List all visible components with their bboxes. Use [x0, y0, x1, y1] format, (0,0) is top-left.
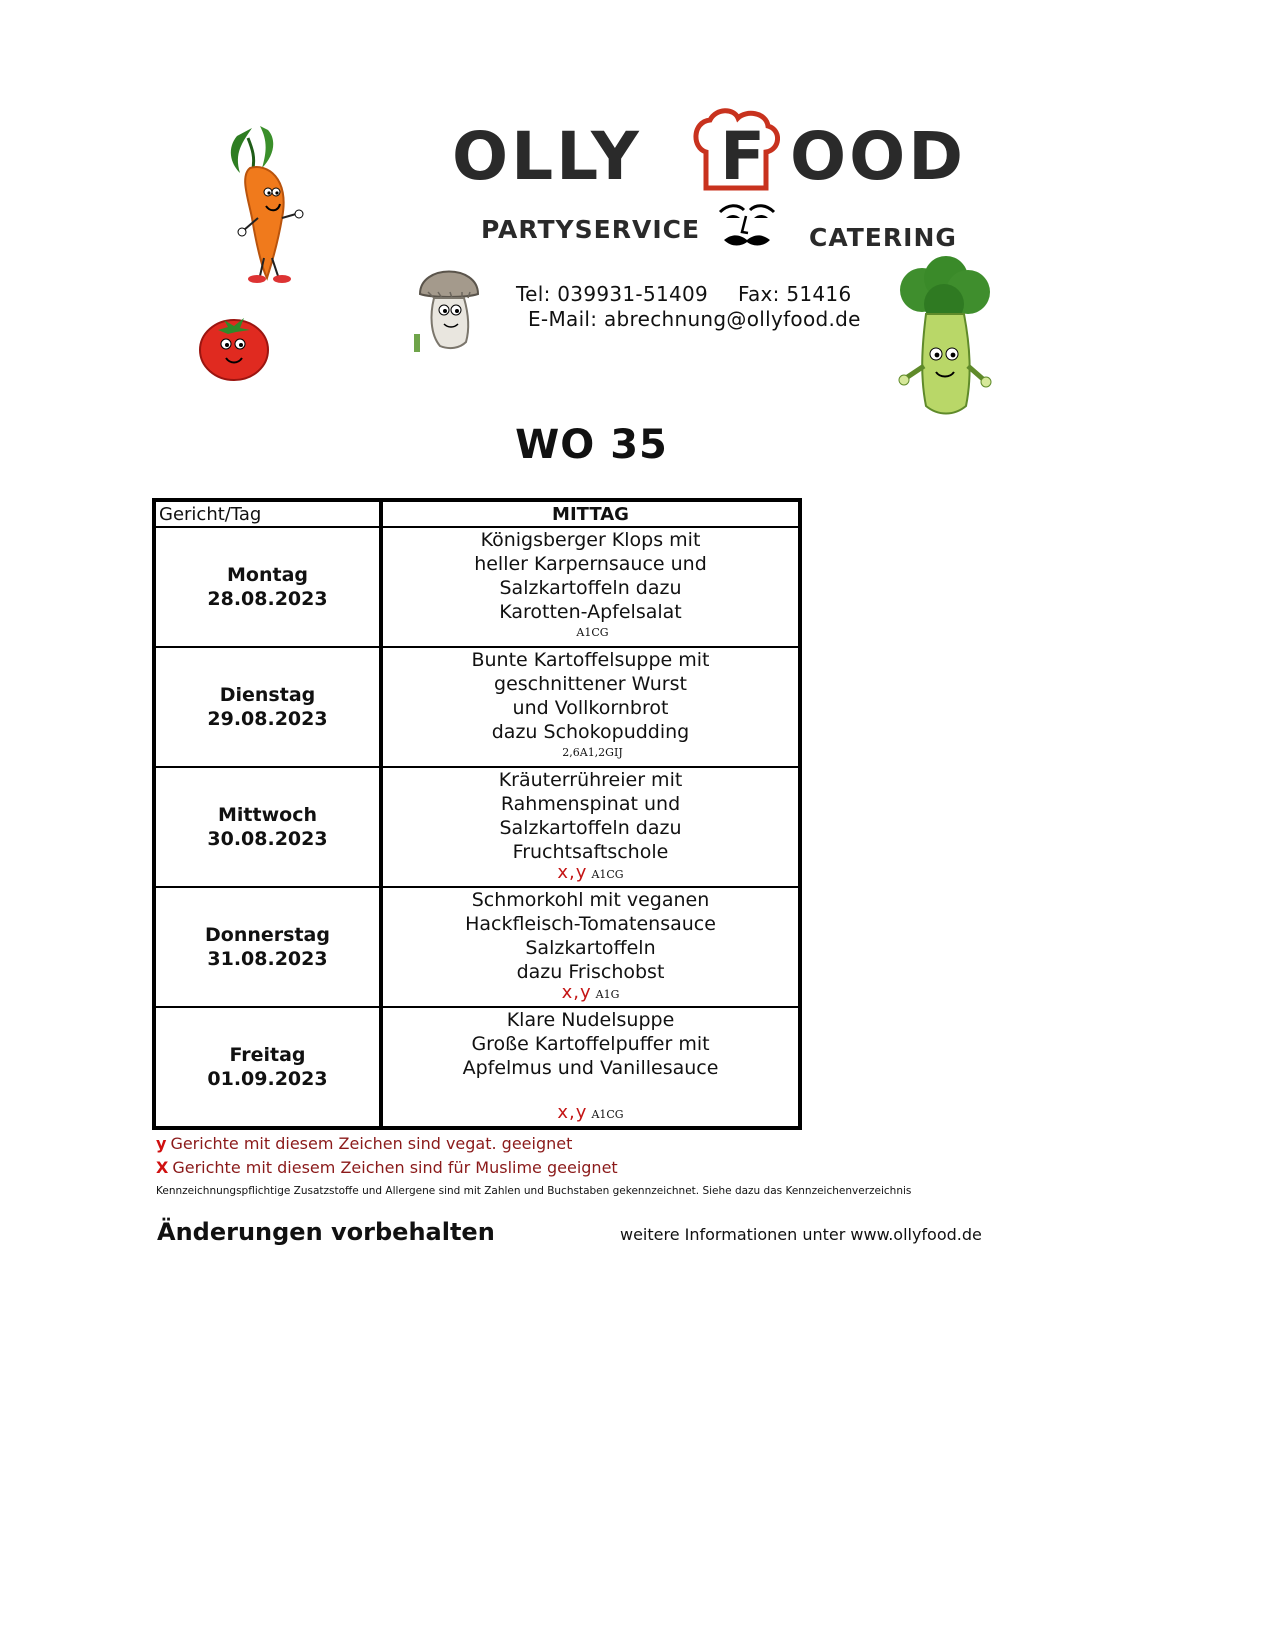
dish-line: Fruchtsaftschole — [512, 841, 669, 863]
day-cell — [154, 1007, 381, 1128]
allergen-codes: A1CG — [576, 626, 609, 639]
contact-email: E-Mail: abrechnung@ollyfood.de — [528, 307, 861, 331]
day-name: Montag — [227, 564, 308, 586]
dish-line — [383, 1080, 798, 1104]
day-date: 01.09.2023 — [207, 1068, 328, 1090]
chef-face-icon — [716, 202, 778, 254]
dish-line: Hackfleisch-Tomatensauce — [465, 913, 716, 935]
legend-vegetarian-symbol: y — [156, 1134, 167, 1153]
logo-tagline-partyservice: PARTYSERVICE — [481, 215, 701, 244]
tomato-icon — [196, 310, 272, 382]
menu-table — [152, 498, 802, 1130]
contact-fax: Fax: 51416 — [738, 282, 852, 306]
day-name: Donnerstag — [205, 924, 330, 946]
day-cell — [154, 767, 381, 887]
dish-line: Karotten-Apfelsalat — [499, 601, 682, 623]
allergen-codes: A1CG — [591, 1108, 624, 1121]
contact-phone: Tel: 039931-51409 — [516, 282, 709, 306]
day-date: 30.08.2023 — [207, 828, 328, 850]
logo-word-olly: OLLY — [452, 118, 642, 195]
dish-line: und Vollkornbrot — [512, 697, 669, 719]
dish-codes — [383, 746, 798, 760]
dish-line: geschnittener Wurst — [494, 673, 687, 695]
day-date: 29.08.2023 — [207, 708, 328, 730]
dish-line: dazu Schokopudding — [491, 721, 690, 743]
dish-line: Salzkartoffeln — [525, 937, 656, 959]
legend-muslim-symbol: X — [156, 1158, 169, 1177]
dish-suitability-marks: x,y — [557, 862, 588, 883]
table-row — [154, 647, 800, 767]
allergen-codes: 2,6A1,2GIJ — [562, 746, 623, 759]
day-name: Dienstag — [219, 684, 316, 706]
dish-line: Salzkartoffeln dazu — [499, 577, 682, 599]
dish-codes — [383, 1102, 798, 1123]
dish-line: Kräuterrühreier mit — [498, 769, 683, 791]
day-cell — [154, 887, 381, 1007]
dish-line: Salzkartoffeln dazu — [499, 817, 682, 839]
table-row — [154, 1007, 800, 1128]
more-info-link: weitere Informationen unter www.ollyfood.de — [620, 1225, 982, 1244]
day-name: Mittwoch — [218, 804, 317, 826]
day-cell — [154, 527, 381, 647]
logo-tagline-catering: CATERING — [809, 223, 957, 252]
dish-cell — [381, 887, 800, 1007]
dish-line: heller Karpernsauce und — [474, 553, 707, 575]
dish-suitability-marks: x,y — [557, 1102, 588, 1123]
mushroom-icon — [414, 254, 484, 354]
day-date: 31.08.2023 — [207, 948, 328, 970]
table-header-row — [154, 500, 800, 527]
dish-codes — [383, 626, 798, 640]
legend-muslim — [156, 1158, 618, 1177]
dish-line: Klare Nudelsuppe — [506, 1009, 675, 1031]
dish-cell — [381, 767, 800, 887]
table-row — [154, 767, 800, 887]
changes-reserved: Änderungen vorbehalten — [157, 1218, 495, 1246]
dish-line: Bunte Kartoffelsuppe mit — [471, 649, 710, 671]
legend-muslim-text: Gerichte mit diesem Zeichen sind für Muslime geeignet — [172, 1158, 618, 1177]
dish-codes — [383, 862, 798, 883]
dish-suitability-marks: x,y — [561, 982, 592, 1003]
table-row — [154, 887, 800, 1007]
dish-line: dazu Frischobst — [516, 961, 665, 983]
logo-word-ood: OOD — [790, 118, 966, 195]
column-header-dish-day: Gericht/Tag — [154, 500, 381, 527]
dish-codes — [383, 982, 798, 1003]
dish-line: Königsberger Klops mit — [480, 529, 701, 551]
legend-vegetarian-text: Gerichte mit diesem Zeichen sind vegat. geeignet — [170, 1134, 573, 1153]
dish-line: Rahmenspinat und — [500, 793, 681, 815]
column-header-lunch: MITTAG — [381, 500, 800, 527]
dish-cell — [381, 647, 800, 767]
day-cell — [154, 647, 381, 767]
dish-cell — [381, 1007, 800, 1128]
day-name: Freitag — [229, 1044, 306, 1066]
dish-cell — [381, 527, 800, 647]
dish-line: Apfelmus und Vanillesauce — [462, 1057, 719, 1079]
allergen-codes: A1G — [595, 988, 620, 1001]
dish-line: Große Kartoffelpuffer mit — [471, 1033, 710, 1055]
legend-vegetarian — [156, 1134, 572, 1153]
logo-letter-f: F — [720, 118, 769, 195]
dish-line: Schmorkohl mit veganen — [471, 889, 710, 911]
table-row — [154, 527, 800, 647]
week-title: WO 35 — [515, 422, 668, 468]
broccoli-icon — [892, 256, 996, 426]
day-date: 28.08.2023 — [207, 588, 328, 610]
carrot-icon — [222, 118, 312, 288]
allergen-codes: A1CG — [591, 868, 624, 881]
allergen-note: Kennzeichnungspflichtige Zusatzstoffe und Allergene sind mit Zahlen und Buchstaben gekennzeichnet. Siehe dazu das Kennzeichenverzeichnis — [156, 1185, 912, 1197]
